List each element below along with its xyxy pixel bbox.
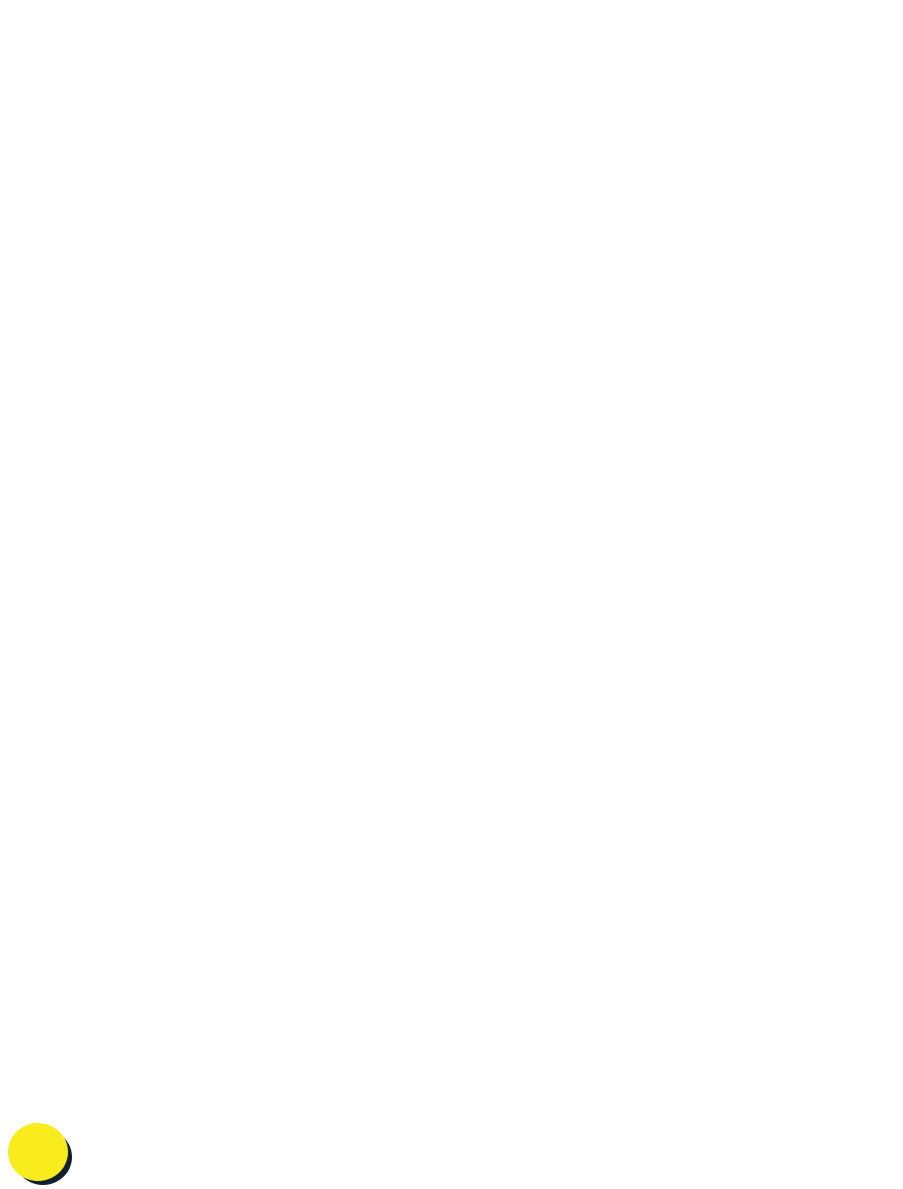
badge-disc xyxy=(8,1123,68,1181)
header xyxy=(74,0,903,54)
page-number-badge xyxy=(8,1123,74,1185)
